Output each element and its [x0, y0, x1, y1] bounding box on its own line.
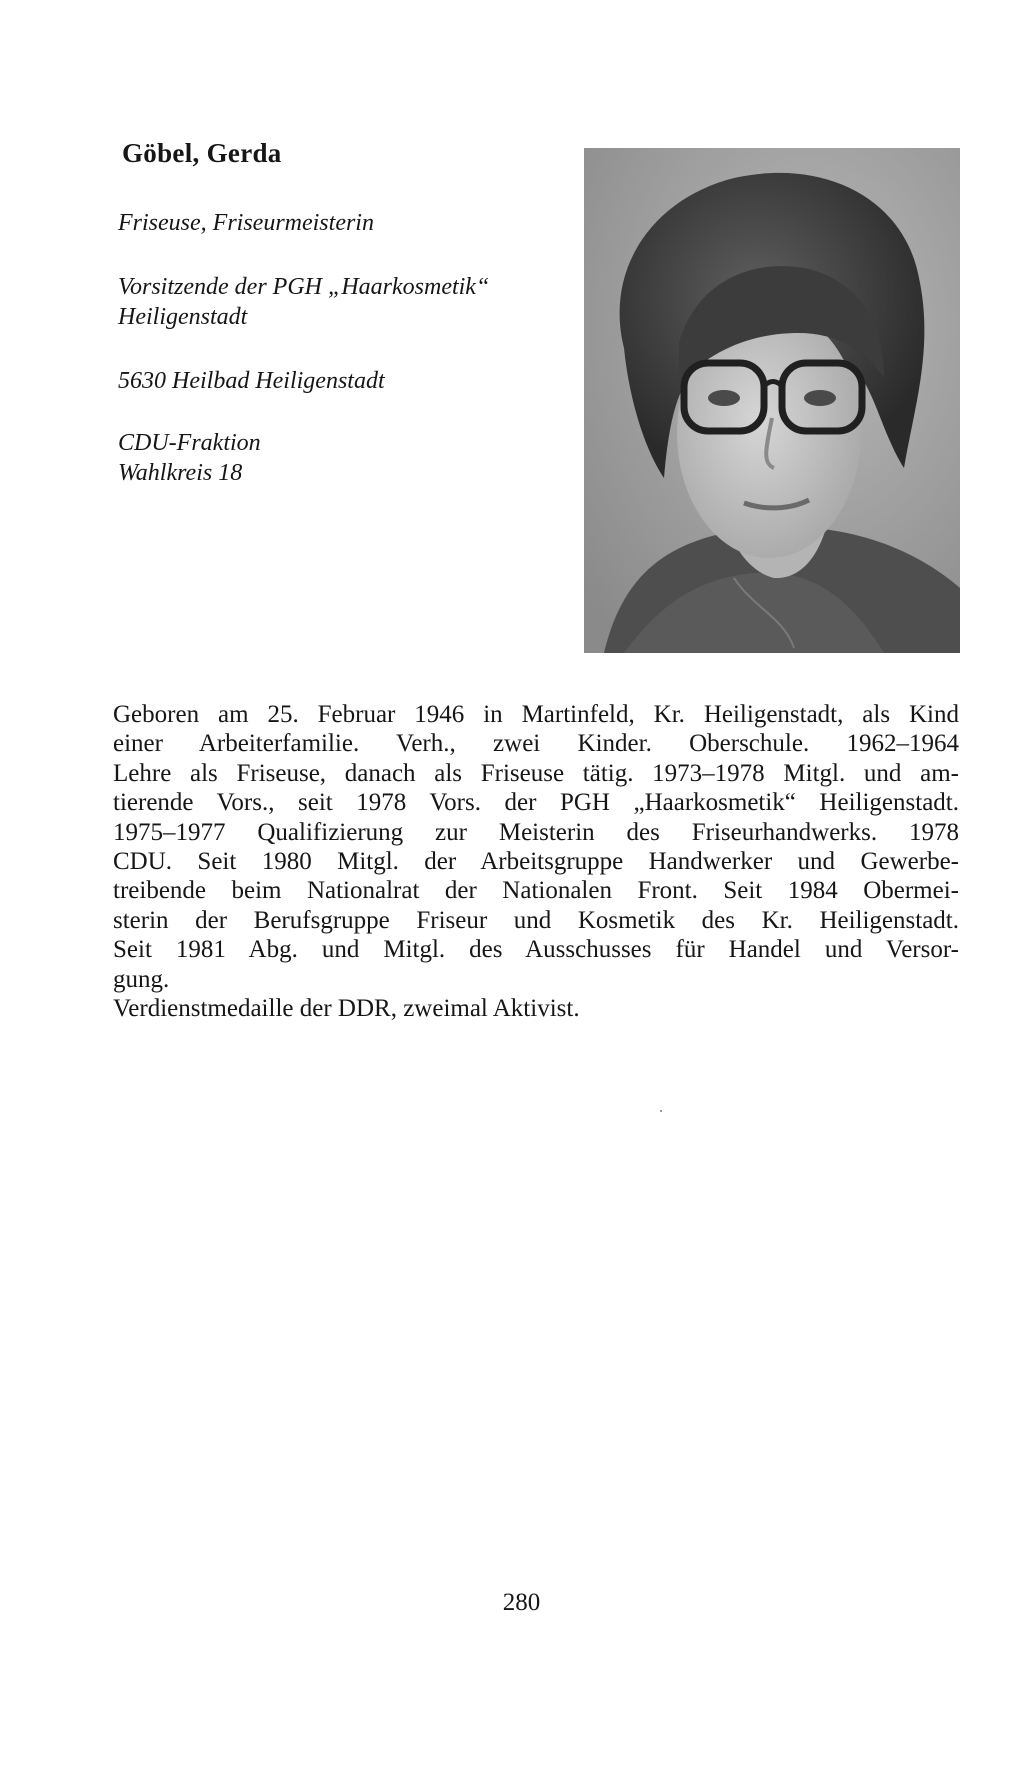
profession	[118, 208, 374, 238]
biography-line: CDU. Seit 1980 Mitgl. der Arbeitsgruppe Handwerker und Gewerbe-	[113, 848, 959, 876]
faction	[118, 428, 261, 488]
position-line: Vorsitzende der PGH „Haarkosmetik“	[118, 274, 490, 300]
biography-line: treibende beim Nationalrat der Nationalen Front. Seit 1984 Obermei-	[113, 877, 959, 905]
biography	[113, 700, 959, 1023]
portrait-image	[584, 148, 960, 653]
biography-line: gung.	[113, 965, 170, 993]
faction-line: CDU-Fraktion	[118, 430, 261, 456]
position-line: Heiligenstadt	[118, 304, 248, 330]
position	[118, 272, 489, 332]
biography-line: tierende Vors., seit 1978 Vors. der PGH „Haarkosmetik“ Heiligenstadt.	[113, 789, 959, 817]
biography-line: 1975–1977 Qualifizierung zur Meisterin des Friseurhandwerks. 1978	[113, 818, 959, 846]
portrait-photo	[584, 148, 960, 653]
constituency-line: Wahlkreis 18	[118, 460, 243, 486]
biography-line: einer Arbeiterfamilie. Verh., zwei Kinder. Oberschule. 1962–1964	[113, 730, 959, 758]
print-speck	[660, 1110, 662, 1112]
biography-line: Seit 1981 Abg. und Mitgl. des Ausschusses für Handel und Versor-	[113, 936, 959, 964]
biography-line: Geboren am 25. Februar 1946 in Martinfeld, Kr. Heiligenstadt, als Kind	[113, 701, 959, 728]
biography-line: Lehre als Friseuse, danach als Friseuse tätig. 1973–1978 Mitgl. und am-	[113, 759, 959, 787]
awards: Verdienstmedaille der DDR, zweimal Aktivist.	[113, 995, 580, 1023]
biography-line: sterin der Berufsgruppe Friseur und Kosmetik des Kr. Heiligenstadt.	[113, 906, 959, 934]
page-number: 280	[502, 1589, 541, 1616]
entry-name: Göbel, Gerda	[122, 138, 282, 168]
address	[118, 366, 385, 396]
profession-text: Friseuse, Friseurmeisterin	[118, 210, 374, 236]
address-text: 5630 Heilbad Heiligenstadt	[118, 368, 385, 394]
